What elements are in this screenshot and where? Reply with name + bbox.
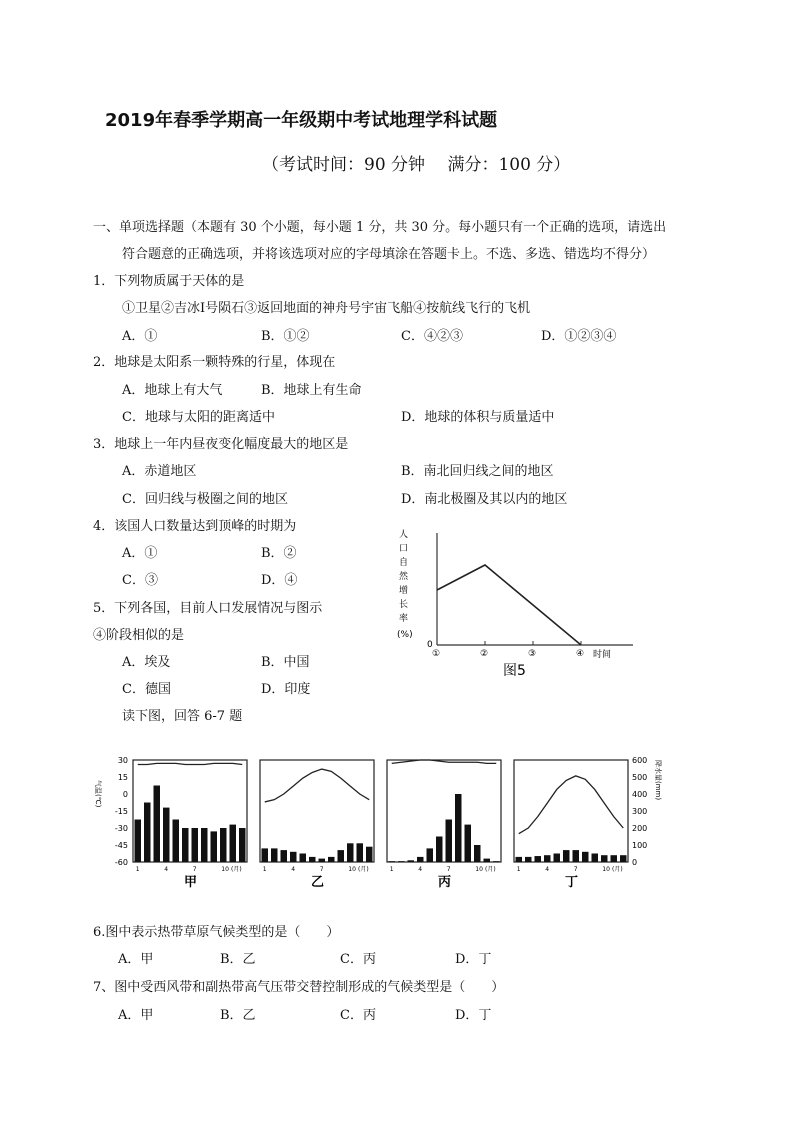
precip-bar (592, 854, 599, 863)
fig5-ylabel-4: 然 (399, 572, 409, 582)
question-3-stem: 3．地球上一年内昼夜变化幅度最大的地区是 (93, 437, 349, 452)
climate-panel-甲 (133, 760, 247, 890)
precip-bar (436, 837, 443, 863)
question-1-option-c[interactable]: C．④②③ (401, 329, 463, 344)
question-5-stem-cont: ④阶段相似的是 (93, 628, 185, 643)
temp-tick: 15 (117, 773, 128, 782)
precip-bar (389, 861, 396, 862)
month-tick: (月) (612, 866, 623, 873)
question-4-option-c[interactable]: C．③ (122, 573, 158, 588)
climate-panel-label: 丁 (565, 875, 579, 890)
question-1-option-d[interactable]: D．①②③④ (541, 329, 617, 344)
fig5-zero: 0 (427, 640, 433, 650)
precip-bar (525, 857, 532, 862)
precip-bar (192, 828, 199, 862)
precip-bar (328, 857, 335, 862)
precip-bar (144, 803, 151, 863)
question-2-option-d[interactable]: D．地球的体积与质量适中 (401, 410, 555, 425)
question-2-stem: 2．地球是太阳系一颗特殊的行星，体现在 (93, 355, 336, 370)
question-1-items: ①卫星②吉冰Ⅰ号陨石③返回地面的神舟号宇宙飞船④按航线飞行的飞机 (122, 301, 531, 316)
month-tick: 1 (135, 866, 140, 873)
fig5-stage-label: ④ (576, 649, 585, 659)
precip-bar (319, 859, 326, 862)
climate-panel-label: 甲 (184, 875, 198, 890)
precip-bar (446, 820, 453, 863)
month-tick: (月) (485, 866, 496, 873)
temp-tick: -60 (114, 858, 128, 867)
precip-axis-label: 降水量(mm) (654, 760, 662, 801)
precip-bar (455, 794, 462, 862)
question-1-option-a[interactable]: A．① (122, 329, 158, 344)
precip-bar (535, 856, 542, 862)
question-5-option-d[interactable]: D．印度 (261, 682, 311, 697)
precip-bar (201, 828, 208, 862)
month-tick: 7 (319, 866, 324, 873)
climate-panel-frame (387, 760, 501, 862)
month-tick: 10 (221, 866, 229, 873)
section-heading: 一、单项选择题（本题有 30 个小题，每小题 1 分，共 30 分。每小题只有一个正确的选项，请选出 (93, 220, 667, 235)
precip-bar (182, 828, 189, 862)
precip-bar (281, 850, 288, 862)
precip-bar (357, 843, 364, 862)
precip-bar (239, 828, 246, 862)
question-4-option-b[interactable]: B．② (261, 546, 297, 561)
figure-5 (395, 525, 645, 685)
question-7-option-b[interactable]: B．乙 (220, 1008, 256, 1023)
month-tick: 4 (291, 866, 296, 873)
precip-bar (601, 855, 608, 862)
precip-bar (211, 831, 218, 862)
temp-curve (138, 763, 243, 764)
month-tick: 7 (573, 866, 578, 873)
climate-panel-label: 乙 (311, 875, 325, 890)
temp-axis-label: 气温(℃) (94, 780, 102, 808)
fig5-ylabel-5: 增 (399, 586, 409, 596)
question-6-option-a[interactable]: A．甲 (118, 952, 154, 967)
fig5-ylabel-2: 口 (399, 544, 409, 554)
question-3-option-b[interactable]: B．南北回归线之间的地区 (401, 464, 554, 479)
temp-tick: -30 (114, 824, 128, 833)
month-tick: 4 (418, 866, 423, 873)
fig5-stage-label: ② (480, 649, 489, 659)
precip-bar (398, 861, 405, 862)
precip-bar (300, 854, 307, 863)
question-3-option-d[interactable]: D．南北极圈及其以内的地区 (401, 492, 568, 507)
fig5-growth-line (437, 565, 581, 645)
question-5-stem: 5．下列各国，目前人口发展情况与图示 (93, 601, 323, 616)
question-7-option-d[interactable]: D．丁 (455, 1008, 492, 1023)
fig5-ylabel-1: 人 (399, 530, 409, 540)
temp-curve (519, 776, 624, 834)
question-6-option-b[interactable]: B．乙 (220, 952, 256, 967)
precip-bar (230, 825, 237, 862)
precip-bar (408, 860, 415, 862)
month-tick: 4 (545, 866, 550, 873)
precip-tick: 500 (632, 773, 648, 782)
question-5-option-b[interactable]: B．中国 (261, 655, 310, 670)
precip-bar (484, 859, 491, 862)
month-tick: (月) (358, 866, 369, 873)
page-title: 2019年春季学期高一年级期中考试地理学科试题 (105, 110, 498, 131)
precip-bar (173, 820, 180, 863)
precip-bar (620, 855, 627, 862)
month-tick: (月) (231, 866, 242, 873)
temp-tick: -45 (114, 841, 128, 850)
precip-bar (465, 825, 472, 862)
month-tick: 7 (192, 866, 197, 873)
precip-bar (271, 848, 278, 862)
month-tick: 7 (446, 866, 451, 873)
precip-bar (554, 854, 561, 863)
month-tick: 1 (262, 866, 267, 873)
precip-tick: 600 (632, 756, 648, 765)
question-3-option-c[interactable]: C．回归线与极圈之间的地区 (122, 492, 288, 507)
precip-bar (347, 843, 354, 862)
month-tick: 10 (475, 866, 483, 873)
precip-bar (611, 855, 618, 862)
month-tick: 1 (389, 866, 394, 873)
temp-tick: 30 (117, 756, 128, 765)
precip-bar (309, 857, 316, 862)
climate-panel-乙 (260, 760, 374, 890)
question-4-option-a[interactable]: A．① (122, 546, 158, 561)
month-tick: 4 (164, 866, 169, 873)
precip-bar (516, 857, 523, 862)
question-3-option-a[interactable]: A．赤道地区 (122, 464, 197, 479)
precip-bar (427, 848, 434, 862)
month-tick: 10 (348, 866, 356, 873)
question-5-option-c[interactable]: C．德国 (122, 682, 171, 697)
climate-charts (88, 750, 662, 895)
question-1-stem: 1．下列物质属于天体的是 (93, 274, 245, 289)
precip-tick: 0 (632, 858, 638, 867)
fig5-ylabel-7: 率 (399, 614, 409, 624)
fig5-caption: 图5 (503, 663, 526, 679)
question-7-stem: 7、图中受西风带和副热带高气压带交替控制形成的气候类型是（ ） (93, 980, 505, 995)
precip-bar (290, 852, 297, 862)
precip-bar (220, 828, 227, 862)
precip-tick: 400 (632, 790, 648, 799)
fig5-ylabel-unit: (%) (397, 630, 413, 640)
question-6-option-c[interactable]: C．丙 (340, 952, 376, 967)
question-6-stem: 6.图中表示热带草原气候类型的是（ ） (93, 925, 340, 940)
question-4-stem: 4．该国人口数量达到顶峰的时期为 (93, 519, 297, 534)
temp-tick: 0 (122, 790, 128, 799)
exam-info: （考试时间：90 分钟 满分：100 分） (262, 155, 571, 175)
fig5-ylabel-6: 长 (399, 600, 409, 610)
precip-bar (474, 845, 481, 862)
precip-bar (262, 848, 269, 862)
question-4-option-d[interactable]: D．④ (261, 573, 298, 588)
climate-panel-frame (514, 760, 628, 862)
precip-tick: 100 (632, 841, 648, 850)
fig5-ylabel-3: 自 (399, 558, 409, 568)
fig5-stage-label: ① (432, 649, 441, 659)
precip-bar (163, 808, 170, 862)
fig5-stage-label: ③ (528, 649, 537, 659)
climate-panel-label: 丙 (438, 875, 452, 890)
question-2-option-c[interactable]: C．地球与太阳的距离适中 (122, 410, 275, 425)
precip-bar (563, 850, 570, 862)
question-7-option-c[interactable]: C．丙 (340, 1008, 376, 1023)
question-2-option-b[interactable]: B．地球上有生命 (261, 383, 362, 398)
precip-bar (493, 861, 500, 862)
temp-curve (265, 769, 370, 802)
precip-bar (135, 820, 142, 863)
climate-panel-丙 (387, 760, 501, 890)
month-tick: 10 (602, 866, 610, 873)
month-tick: 1 (516, 866, 521, 873)
fig5-xlabel: 时间 (593, 650, 612, 660)
precip-tick: 200 (632, 824, 648, 833)
temp-tick: -15 (114, 807, 128, 816)
precip-bar (544, 855, 551, 862)
question-1-option-b[interactable]: B．①② (261, 329, 310, 344)
climate-panel-丁 (514, 760, 628, 890)
question-5-option-a[interactable]: A．埃及 (122, 655, 171, 670)
precip-tick: 300 (632, 807, 648, 816)
precip-bar (582, 852, 589, 862)
precip-bar (366, 847, 373, 862)
precip-bar (573, 850, 580, 862)
section-heading-cont: 符合题意的正确选项，并将该选项对应的字母填涂在答题卡上。不选、多选、错选均不得分） (122, 247, 656, 262)
precip-bar (154, 786, 161, 863)
question-2-option-a[interactable]: A．地球上有大气 (122, 383, 223, 398)
precip-bar (417, 857, 424, 862)
precip-bar (338, 850, 345, 862)
question-6-option-d[interactable]: D．丁 (455, 952, 492, 967)
question-7-option-a[interactable]: A．甲 (118, 1008, 154, 1023)
figure-instruction: 读下图，回答 6-7 题 (122, 709, 243, 724)
